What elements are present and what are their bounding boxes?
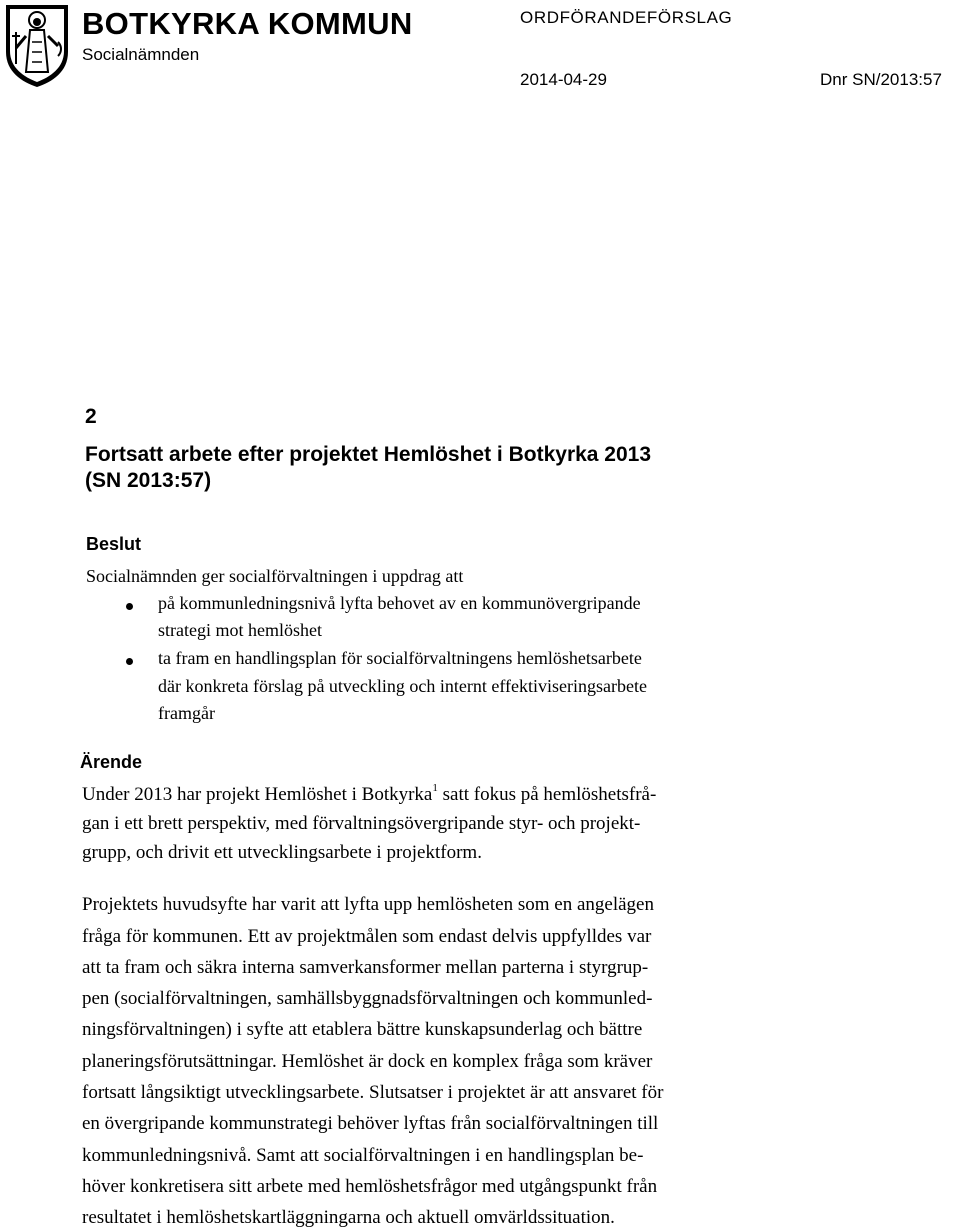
arende-paragraph-line: gan i ett brett perspektiv, med förvaltningsövergripande styr- och projekt- [82, 813, 641, 834]
item-title-line: Fortsatt arbete efter projektet Hemlöshet i Botkyrka 2013 [85, 443, 652, 466]
beslut-bullet-line: framgår [158, 703, 215, 723]
arende-paragraph-line: höver konkretisera sitt arbete med hemlöshetsfrågor med utgångspunkt från [82, 1176, 658, 1197]
document-reference-number: Dnr SN/2013:57 [820, 70, 942, 89]
footnote-reference: 1 [432, 782, 438, 794]
department-name: Socialnämnden [82, 45, 200, 64]
arende-paragraph-line: kommunledningsnivå. Samt att socialförvaltningen i en handlingsplan be- [82, 1145, 644, 1166]
arende-paragraph-line: planeringsförutsättningar. Hemlöshet är dock en komplex fråga som kräver [82, 1051, 653, 1072]
item-title-line: (SN 2013:57) [85, 469, 212, 492]
document-date: 2014-04-29 [520, 70, 607, 89]
arende-paragraph-line: att ta fram och säkra interna samverkansformer mellan parterna i styrgrup- [82, 957, 649, 978]
organization-name: BOTKYRKA KOMMUN [82, 6, 413, 41]
item-number: 2 [85, 405, 97, 428]
arende-paragraph-line: pen (socialförvaltningen, samhällsbyggnadsförvaltningen och kommunled- [82, 988, 653, 1009]
beslut-heading: Beslut [86, 534, 142, 554]
arende-text: satt fokus på hemlöshetsfrå- [437, 784, 657, 805]
beslut-bullet-line: strategi mot hemlöshet [158, 620, 322, 640]
arende-paragraph-line: ningsförvaltningen) i syfte att etablera bättre kunskapsunderlag och bättre [82, 1019, 643, 1040]
arende-paragraph-line: grupp, och drivit ett utvecklingsarbete i projektform. [82, 842, 482, 863]
arende-paragraph-line: resultatet i hemlöshetskartläggningarna och aktuell omvärldssituation. [82, 1207, 615, 1228]
arende-paragraph-line [82, 784, 656, 806]
arende-paragraph-line: en övergripande kommunstrategi behöver lyftas från socialförvaltningen till [82, 1113, 659, 1134]
beslut-bullet-line: på kommunledningsnivå lyfta behovet av en kommunövergripande [158, 593, 641, 613]
document-type: ORDFÖRANDEFÖRSLAG [520, 8, 733, 27]
arende-paragraph-line: fortsatt långsiktigt utvecklingsarbete. Slutsatser i projektet är att ansvaret för [82, 1082, 664, 1103]
arende-text: Under 2013 har projekt Hemlöshet i Botkyrka [82, 784, 433, 805]
beslut-intro: Socialnämnden ger socialförvaltningen i uppdrag att [86, 566, 464, 586]
municipal-coat-of-arms-icon [2, 2, 72, 88]
arende-heading: Ärende [80, 752, 143, 772]
beslut-bullet-line: där konkreta förslag på utveckling och internt effektiviseringsarbete [158, 676, 647, 696]
bullet-dot-icon [126, 603, 133, 610]
arende-paragraph-line: fråga för kommunen. Ett av projektmålen som endast delvis uppfylldes var [82, 926, 652, 947]
bullet-dot-icon [126, 658, 133, 665]
item-title [85, 442, 651, 494]
arende-paragraph-line: Projektets huvudsyfte har varit att lyfta upp hemlösheten som en angelägen [82, 894, 654, 915]
beslut-bullet-line: ta fram en handlingsplan för socialförvaltningens hemlöshetsarbete [158, 648, 642, 668]
